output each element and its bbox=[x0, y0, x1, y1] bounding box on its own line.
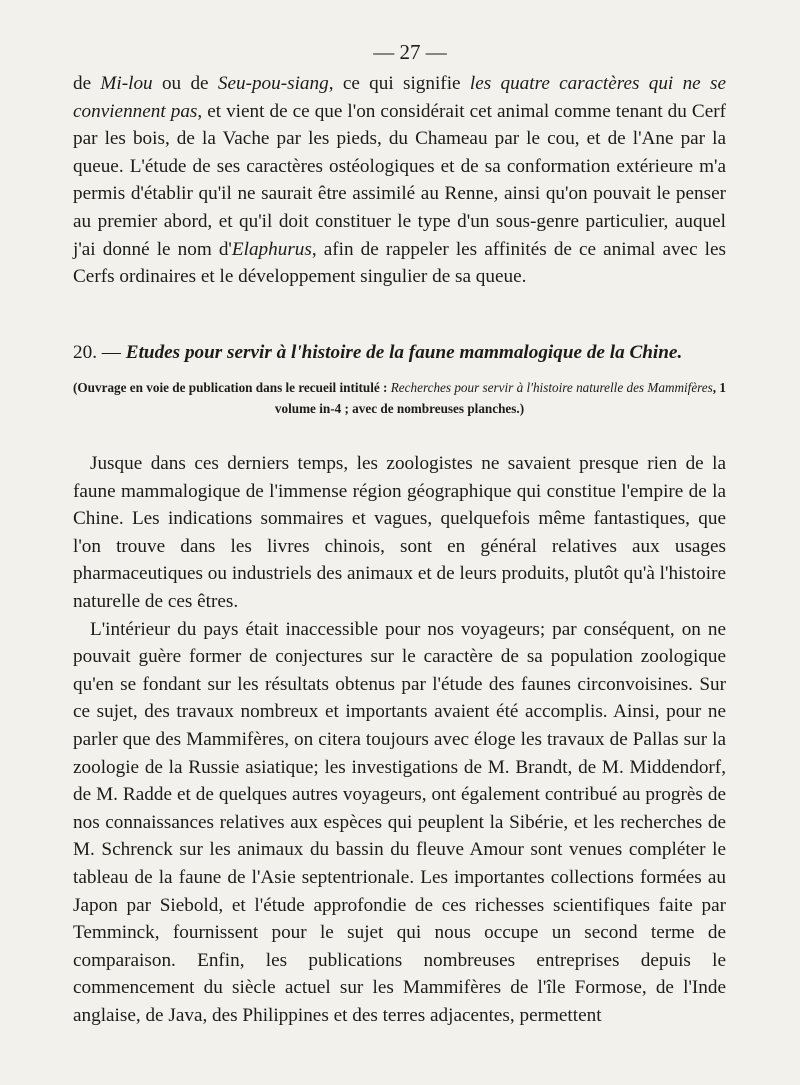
intro-meaning: les quatre caractères qui ne se conviennent pas bbox=[73, 73, 726, 122]
main-text bbox=[73, 450, 726, 1029]
intro-text-4: , et vient de ce que l'on considérait cet animal comme tenant du Cerf par les bois, de la Vache par les pieds, du Chameau par le cou, et de l'Ane par la queue. L'étude de ses caractères ostéologiques et de sa conformation extérieure m'a permis d'établir qu'il ne saurait être assimilé au Renne, ainsi qu'on pouvait le penser au premier abord, et qu'il doit constituer le type d'un sous-genre particulier, auquel j'ai donné le nom d' bbox=[73, 100, 726, 260]
intro-text-1: de bbox=[73, 73, 101, 94]
publication-note-text-2: , 1 volume in-4 ; avec de nombreuses planches.) bbox=[274, 380, 726, 416]
intro-text-2: ou de bbox=[152, 73, 218, 94]
intro-text-3: , ce qui signifie bbox=[328, 73, 470, 94]
section-title: Etudes pour servir à l'histoire de la faune mammalogique de la Chine. bbox=[125, 342, 683, 363]
intro-paragraph bbox=[73, 70, 726, 291]
intro-text-5: , afin de rappeler les affinités de ce animal avec les Cerfs ordinaires et le développement singulier de sa queue. bbox=[73, 238, 726, 288]
intro-name-milou: Mi-lou bbox=[100, 73, 153, 94]
paragraph-2: L'intérieur du pays était inaccessible pour nos voyageurs; par conséquent, on ne pouvait guère former de conjectures sur le caractère de sa population zoologique qu'en se fondant sur les résultats obtenus par l'étude des faunes circonvoisines. Sur ce sujet, des travaux nombreux et importants avaient été accomplis. Ainsi, pour ne parler que des Mammifères, on citera toujours avec éloge les travaux de Pallas sur la zoologie de la Russie asiatique; les investigations de M. Brandt, de M. Middendorf, de M. Radde et de quelques autres voyageurs, ont également contribué au progrès de nos connaissances relatives aux espèces qui peuplent la Sibérie, et les recherches de M. Schrenck sur les animaux du bassin du fleuve Amour sont venues compléter le tableau de la faune de l'Asie septentrionale. Les importantes collections formées au Japon par Siebold, et l'étude approfondie de ces richesses scientifiques faite par Temminck, fournissent pour le sujet qui nous occupe un second terme de comparaison. Enfin, les publications nombreuses entreprises depuis le commencement du siècle actuel sur les Mammifères de l'île Formose, de l'Inde anglaise, de Java, des Philippines et des terres adjacentes, permettent bbox=[73, 618, 726, 1026]
publication-note-text-1: (Ouvrage en voie de publication dans le recueil intitulé : bbox=[73, 380, 391, 395]
page-number: — 27 — bbox=[373, 40, 447, 64]
intro-name-seupousiang: Seu-pou-siang bbox=[217, 73, 329, 94]
publication-note bbox=[73, 377, 726, 419]
intro-genus-elaphurus: Elaphurus bbox=[231, 238, 312, 260]
section-number: 20. — bbox=[73, 342, 126, 363]
publication-note-title: Recherches pour servir à l'histoire naturelle des Mammifères bbox=[390, 380, 713, 395]
section-heading bbox=[73, 340, 726, 366]
paragraph-1: Jusque dans ces derniers temps, les zoologistes ne savaient presque rien de la faune mammalogique de l'immense région géographique qui constitue l'empire de la Chine. Les indications sommaires et vagues, quelquefois même fantastiques, que l'on trouve dans les livres chinois, sont en général relatives aux usages pharmaceutiques ou industriels des animaux et de leurs produits, plutôt qu'à l'histoire naturelle de ces êtres. bbox=[73, 453, 726, 612]
